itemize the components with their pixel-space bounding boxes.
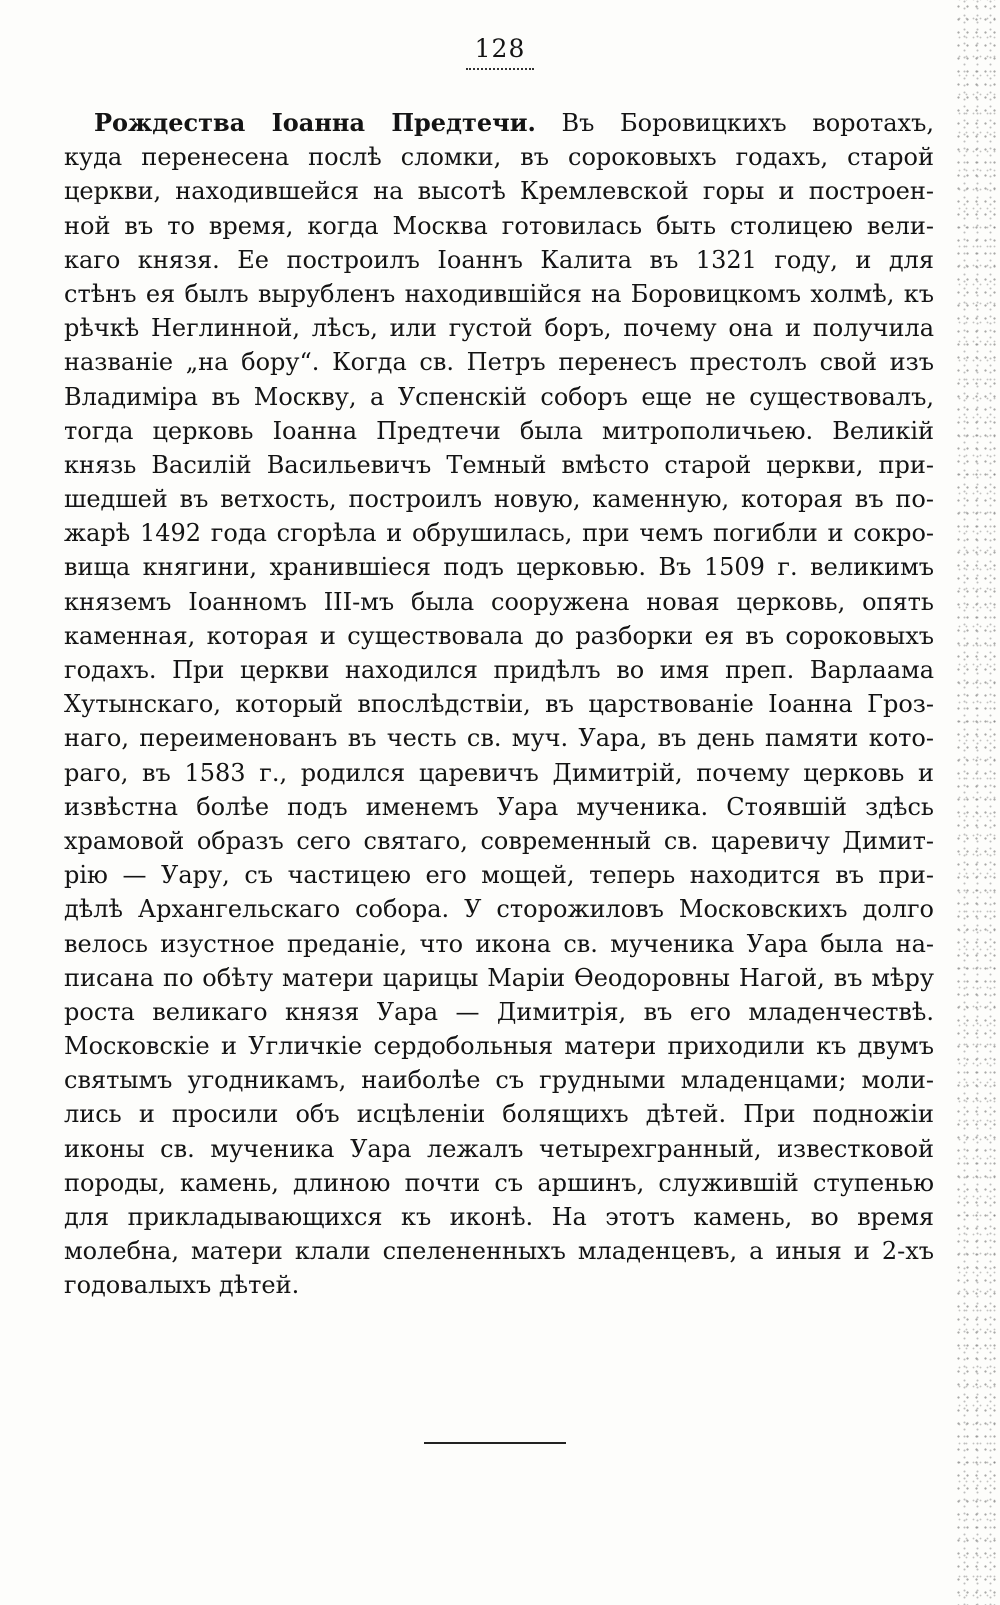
- page-number-underline: [466, 68, 534, 70]
- text-line: каго князя. Ее построилъ Іоаннъ Калита въ 1321 году, и для: [64, 245, 934, 274]
- text-line: рію — Уару, съ частицею его мощей, теперь находится въ при-: [64, 861, 934, 890]
- section-end-rule: [424, 1442, 566, 1444]
- page-number: 128: [474, 34, 526, 63]
- text-line: тогда церковь Іоанна Предтечи была митрополичьею. Великій: [64, 416, 934, 445]
- text-line: Хутынскаго, который впослѣдствіи, въ царствованіе Іоанна Гроз-: [64, 690, 934, 719]
- text-line: велось изустное преданіе, что икона св. мученика Уара была на-: [64, 929, 934, 958]
- text-line: княземъ Іоанномъ III-мъ была сооружена новая церковь, опять: [64, 587, 934, 616]
- text-line-first: [64, 106, 934, 140]
- text-line: раго, въ 1583 г., родился царевичъ Димитрій, почему церковь и: [64, 758, 934, 787]
- text-line: Владиміра въ Москву, а Успенскій соборъ еще не существовалъ,: [64, 382, 934, 411]
- text-line: для прикладывающихся къ иконѣ. На этотъ камень, во время: [64, 1203, 934, 1231]
- text-line: церкви, находившейся на высотѣ Кремлевской горы и построен-: [64, 177, 934, 206]
- text-line: шедшей въ ветхость, построилъ новую, каменную, которая въ по-: [64, 485, 934, 514]
- text-line: извѣстна болѣе подъ именемъ Уара мученика. Стоявшій здѣсь: [64, 792, 934, 821]
- text-line: годахъ. При церкви находился придѣлъ во имя преп. Варлаама: [64, 656, 934, 684]
- text-line: храмовой образъ сего святаго, современный св. царевичу Димит-: [64, 826, 934, 855]
- section-heading: Рождества Іоанна Предтечи.: [94, 108, 536, 137]
- text-line: наго, переименованъ въ честь св. муч. Уара, въ день памяти кото-: [64, 724, 934, 753]
- text-line: иконы св. мученика Уара лежалъ четырехгранный, известковой: [64, 1134, 934, 1163]
- text-line: породы, камень, длиною почти съ аршинъ, служившій ступенью: [64, 1168, 934, 1197]
- body-text: [64, 106, 934, 1303]
- text-line: роста великаго князя Уара — Димитрія, въ его младенчествѣ.: [64, 997, 934, 1026]
- text-line: Московскіе и Угличкіе сердобольныя матери приходили къ двумъ: [64, 1032, 934, 1061]
- text-line-last: годовалыхъ дѣтей.: [64, 1271, 300, 1300]
- page-edge-noise: [954, 0, 1000, 1605]
- text-line: каменная, которая и существовала до разборки ея въ сороковыхъ: [64, 621, 934, 650]
- text-line: князь Василій Васильевичъ Темный вмѣсто старой церкви, при-: [64, 450, 934, 479]
- text-line: святымъ угодникамъ, наиболѣе съ грудными младенцами; моли-: [64, 1066, 934, 1095]
- text-line: куда перенесена послѣ сломки, въ сороковыхъ годахъ, старой: [64, 143, 934, 172]
- text-line: рѣчкѣ Неглинной, лѣсъ, или густой боръ, почему она и получила: [64, 314, 934, 343]
- text-line: вища княгини, хранившіеся подъ церковью. Въ 1509 г. великимъ: [64, 553, 934, 582]
- text-line: писана по обѣту матери царицы Маріи Ѳеодоровны Нагой, въ мѣру: [64, 963, 934, 992]
- first-line-text: Въ Боровицкихъ воротахъ,: [561, 109, 934, 137]
- text-line: стѣнъ ея былъ вырубленъ находившійся на Боровицкомъ холмѣ, къ: [64, 279, 934, 308]
- text-line: названіе „на бору“. Когда св. Петръ перенесъ престолъ свой изъ: [64, 348, 934, 377]
- text-line: молебна, матери клали спелененныхъ младенцевъ, а иныя и 2-хъ: [64, 1237, 934, 1266]
- text-line: жарѣ 1492 года сгорѣла и обрушилась, при чемъ погибли и сокро-: [64, 519, 934, 548]
- text-line: дѣлѣ Архангельскаго собора. У сторожиловъ Московскихъ долго: [64, 895, 934, 924]
- text-line: ной въ то время, когда Москва готовилась быть столицею вели-: [64, 211, 934, 240]
- text-line: лись и просили объ исцѣленіи болящихъ дѣтей. При подножіи: [64, 1100, 934, 1129]
